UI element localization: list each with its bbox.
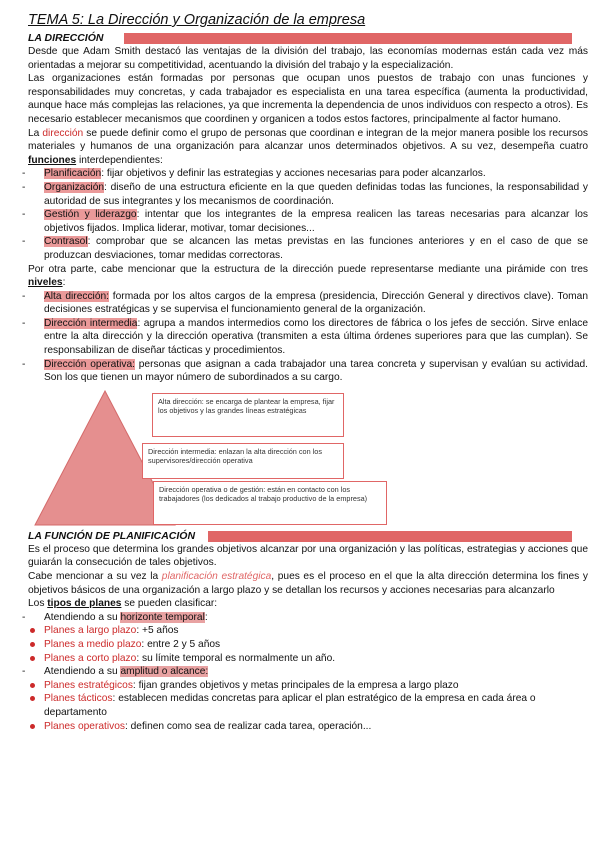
- list-item: Planes operativos: definen como sea de realizar cada tarea, operación...: [28, 720, 588, 734]
- pyramid-box-operativa: Dirección operativa o de gestión: están en contacto con los trabajadores (los dedicados al trabajo productivo de la empresa): [153, 481, 387, 525]
- list-item: Planes a corto plazo: su límite temporal es normalmente un año.: [28, 652, 588, 666]
- paragraph: Es el proceso que determina los grandes objetivos alcanzar por una organización y las políticas, estrategias y acciones que guiarán la consecución de tales objetivos.: [28, 543, 588, 569]
- niveles-list: [28, 290, 588, 385]
- term-funciones: funciones: [28, 154, 77, 166]
- pyramid-box-alta: Alta dirección: se encarga de plantear la empresa, fijar los objetivos y las grandes líneas estratégicas: [152, 393, 344, 437]
- pyramid-diagram: [28, 389, 588, 527]
- list-item: - Organización: diseño de una estructura eficiente en la que queden definidas todas las funciones, la responsabilidad y autoridad de sus integrantes y los mecanismos de coordinación.: [28, 181, 588, 208]
- list-item: - Dirección intermedia: agrupa a mandos intermedios como los directores de fábrica o los jefes de sección. Sirve enlace entre la alta dirección y la dirección operativa (transmiten a esta última órdenes superiores para que las cumplan). Se responsabilizan de diseñar tácticas y procedimientos.: [28, 317, 588, 358]
- heading-text: LA DIRECCIÓN: [28, 32, 107, 44]
- pyramid-box-intermedia: Dirección intermedia: enlazan la alta dirección con los supervisores/dirección operativa: [142, 443, 344, 479]
- list-item: - Alta dirección: formada por los altos cargos de la empresa (presidencia, Dirección General y directivos clave). Toman decisiones estratégicas y se supervisa el funcionamiento general de la organización.: [28, 290, 588, 317]
- document-page: [28, 12, 588, 733]
- term-planificacion-estrategica: planificación estratégica: [161, 571, 272, 583]
- paragraph: Las organizaciones están formadas por personas que ocupan unos puestos de trabajo con unas funciones y responsabilidades muy concretas, y cada trabajador es especialista en una tarea específica (aumenta la productividad, aunque hace más complejas las relaciones, ya que incrementa la dependencia de unos individuos con respecto a otros). Es necesario establecer mecanismos que coordinen y organicen a todos estos factores, principalmente al factor humano.: [28, 73, 588, 125]
- heading-bar: [208, 531, 572, 542]
- list-item: Planes tácticos: establecen medidas concretas para aplicar el plan estratégico de la empresa en cada área o departamento: [28, 692, 588, 719]
- paragraph: Cabe mencionar a su vez la planificación estratégica, pues es el proceso en el que la alta dirección determina los fines y objetivos básicos de una organización a largo plazo y se detallan los recursos y acciones necesarias para alcanzarlo: [28, 571, 588, 596]
- list-item: Planes a largo plazo: +5 años: [28, 624, 588, 638]
- alcance-list: [28, 679, 588, 733]
- list-item: - Gestión y liderazgo: intentar que los integrantes de la empresa realicen las tareas necesarias para alcanzar los objetivos fijados. Implica liderar, motivar, tomar decisiones...: [28, 208, 588, 235]
- section-heading-planificacion: [28, 529, 588, 543]
- horizonte-list: [28, 611, 588, 625]
- term-niveles: niveles: [28, 277, 63, 289]
- paragraph: Desde que Adam Smith destacó las ventajas de la división del trabajo, las economías modernas están cada vez más orientadas a mejorar su competitividad, acentuando la división del trabajo y la especialización.: [28, 46, 588, 71]
- heading-bar: [124, 33, 572, 44]
- list-item: - Contrasol: comprobar que se alcancen las metas previstas en las funciones anteriores y en el caso de que se produzcan desviaciones, tomar medidas correctoras.: [28, 235, 588, 262]
- paragraph: Por otra parte, cabe mencionar que la estructura de la dirección puede representarse mediante una pirámide con tres niveles:: [28, 263, 588, 289]
- paragraph: Los tipos de planes se pueden clasificar:: [28, 598, 218, 610]
- list-item: Planes estratégicos: fijan grandes objetivos y metas principales de la empresa a largo plazo: [28, 679, 588, 693]
- term-direccion: dirección: [42, 127, 84, 139]
- paragraph: La dirección se puede definir como el grupo de personas que coordinan e integran de la mejor manera posible los recursos materiales y humanos de una organización para alcanzar unos determinados objetivos. A su vez, desempeña cuatro funciones interdependientes:: [28, 127, 588, 166]
- list-item: Planes a medio plazo: entre 2 y 5 años: [28, 638, 588, 652]
- section-heading-direccion: [28, 31, 588, 45]
- list-item: - Atendiendo a su amplitud o alcance:: [28, 665, 588, 679]
- plazos-list: [28, 624, 588, 665]
- list-item: - Atendiendo a su horizonte temporal:: [28, 611, 588, 625]
- term-tipos-de-planes: tipos de planes: [47, 598, 122, 610]
- funciones-list: [28, 167, 588, 262]
- list-item: - Dirección operativa: personas que asignan a cada trabajador una tarea concreta y supervisan y evalúan su actividad. Son los que tienen un mayor número de subordinados a su cargo.: [28, 358, 588, 385]
- alcance-heading-list: [28, 665, 588, 679]
- page-title: TEMA 5: La Dirección y Organización de la empresa: [28, 12, 366, 28]
- heading-text: LA FUNCIÓN DE PLANIFICACIÓN: [28, 530, 199, 542]
- list-item: - Planificación: fijar objetivos y definir las estrategias y acciones necesarias para poder alcanzarlos.: [28, 167, 588, 181]
